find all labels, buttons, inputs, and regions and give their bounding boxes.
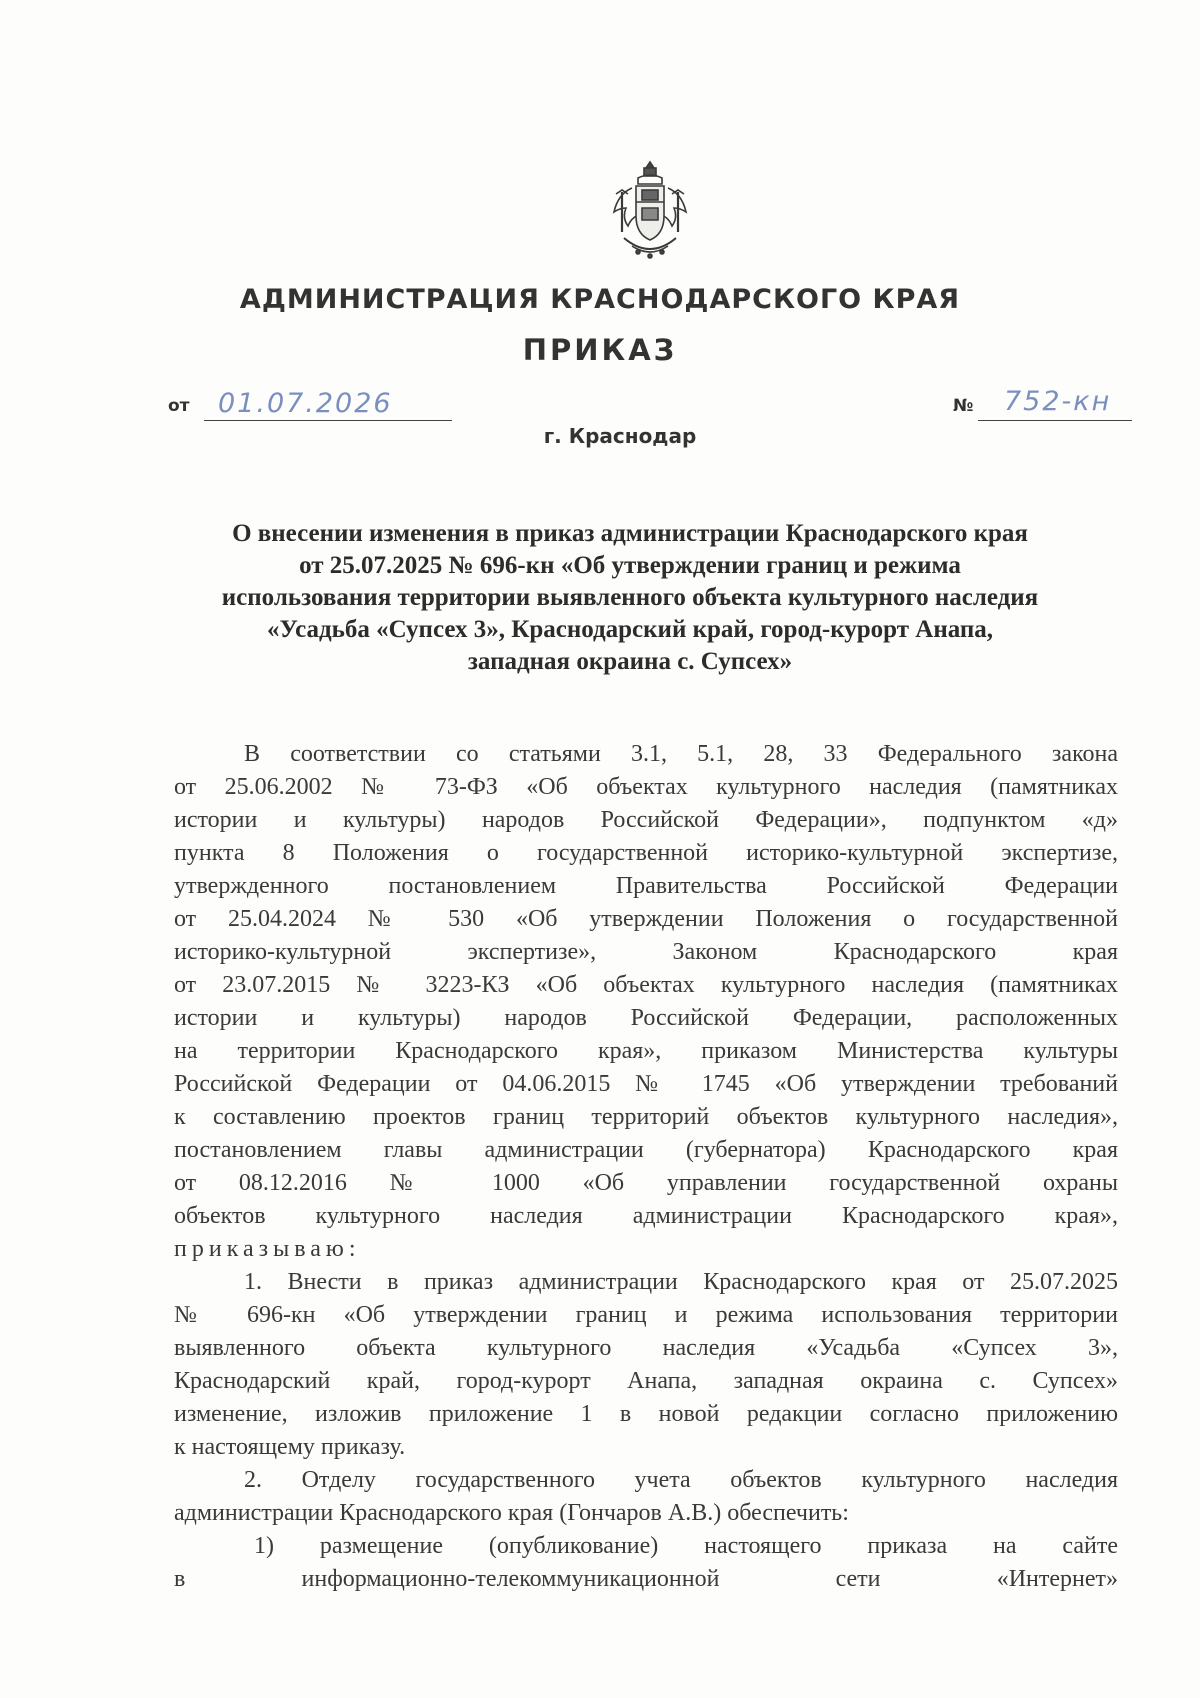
number-label: № — [953, 396, 974, 416]
body-line: 2. Отделу государственного учета объектов культурного наследия — [244, 1467, 1118, 1493]
document-title — [150, 518, 1110, 678]
body-line: в информационно-телекоммуникационной сети «Интернет» — [174, 1566, 1118, 1592]
document-body — [174, 738, 1118, 1596]
body-line: 1. Внести в приказ администрации Краснодарского края от 25.07.2025 — [244, 1269, 1118, 1295]
number-underline — [978, 420, 1132, 421]
title-line: от 25.07.2025 № 696-кн «Об утверждении границ и режима — [299, 552, 961, 579]
body-line: № 696-кн «Об утверждении границ и режима использования территории — [174, 1302, 1118, 1328]
body-line: к составлению проектов границ территорий объектов культурного наследия», — [174, 1104, 1118, 1130]
body-line: истории и культуры) народов Российской Федерации», подпунктом «д» — [174, 807, 1118, 833]
body-line: на территории Краснодарского края», приказом Министерства культуры — [174, 1038, 1118, 1064]
body-line: истории и культуры) народов Российской Федерации, расположенных — [174, 1005, 1118, 1031]
date-underline — [204, 420, 452, 421]
handwritten-number: 752-кн — [1004, 386, 1112, 417]
body-line: историко-культурной экспертизе», Законом Краснодарского края — [174, 939, 1118, 965]
body-line: к настоящему приказу. — [174, 1434, 406, 1460]
body-line: выявленного объекта культурного наследия «Усадьба «Супсех 3», — [174, 1335, 1118, 1361]
body-line: от 25.06.2002 № 73-ФЗ «Об объектах культурного наследия (памятниках — [174, 774, 1118, 800]
body-line: от 23.07.2015 № 3223-КЗ «Об объектах культурного наследия (памятниках — [174, 972, 1118, 998]
document-type: ПРИКАЗ — [522, 333, 678, 367]
body-line: от 25.04.2024 № 530 «Об утверждении Положения о государственной — [174, 906, 1118, 932]
date-label: от — [168, 396, 190, 416]
body-line: пункта 8 Положения о государственной историко-культурной экспертизе, — [174, 840, 1118, 866]
title-line: «Усадьба «Супсех 3», Краснодарский край, город-курорт Анапа, — [266, 616, 994, 643]
body-line: приказываю: — [174, 1236, 361, 1262]
coat-of-arms-icon — [608, 158, 692, 264]
title-line: О внесении изменения в приказ администрации Краснодарского края — [232, 520, 1028, 547]
body-line: В соответствии со статьями 3.1, 5.1, 28, 33 Федерального закона — [244, 741, 1118, 767]
title-line: западная окраина с. Супсех» — [467, 648, 793, 675]
handwritten-date: 01.07.2026 — [218, 388, 393, 419]
body-line: изменение, изложив приложение 1 в новой редакции согласно приложению — [174, 1401, 1118, 1427]
body-line: Краснодарский край, город-курорт Анапа, западная окраина с. Супсех» — [174, 1368, 1118, 1394]
body-line: объектов культурного наследия администрации Краснодарского края», — [174, 1203, 1118, 1229]
body-line: постановлением главы администрации (губернатора) Краснодарского края — [174, 1137, 1118, 1163]
body-line: 1) размещение (опубликование) настоящего приказа на сайте — [254, 1533, 1118, 1559]
administration-name: АДМИНИСТРАЦИЯ КРАСНОДАРСКОГО КРАЯ — [239, 284, 961, 315]
body-line: Российской Федерации от 04.06.2015 № 1745 «Об утверждении требований — [174, 1071, 1118, 1097]
body-line: администрации Краснодарского края (Гончаров А.В.) обеспечить: — [174, 1500, 849, 1526]
city-name: г. Краснодар — [543, 424, 697, 448]
title-line: использования территории выявленного объекта культурного наследия — [221, 584, 1039, 611]
body-line: утвержденного постановлением Правительства Российской Федерации — [174, 873, 1118, 899]
body-line: от 08.12.2016 № 1000 «Об управлении государственной охраны — [174, 1170, 1118, 1196]
